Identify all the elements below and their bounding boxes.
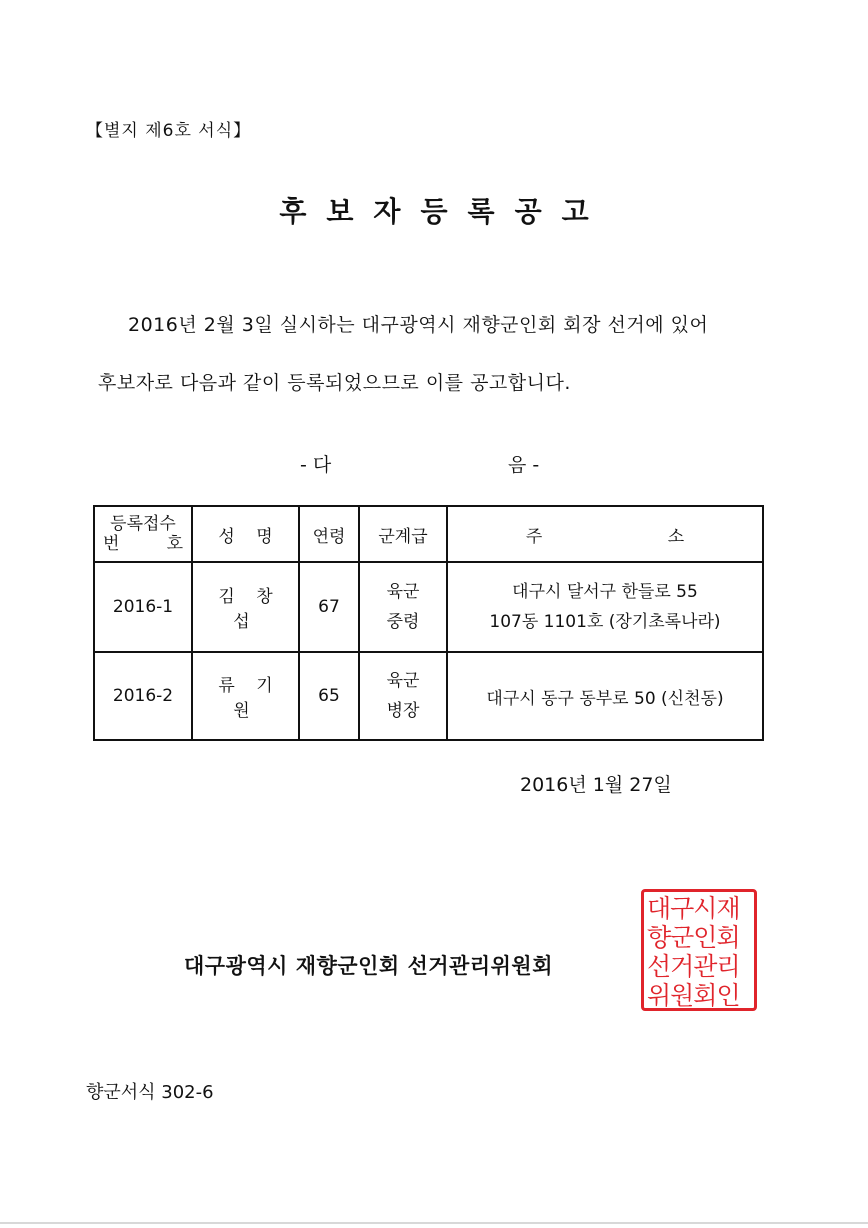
header-age: 연령 <box>299 506 359 562</box>
header-name: 성 명 <box>192 506 299 562</box>
cell-address <box>447 562 763 652</box>
header-registration-no-line1: 등록접수 <box>110 514 176 534</box>
cell-rank-line2: 중령 <box>386 612 420 632</box>
cell-registration-no: 2016-1 <box>94 562 192 652</box>
header-registration-no-line2: 번 호 <box>103 534 183 554</box>
notice-paragraph-line1: 2016년 2월 3일 실시하는 대구광역시 재향군인회 회장 선거에 있어 <box>128 314 709 336</box>
cell-rank-line1: 육군 <box>386 671 420 691</box>
cell-address-line2: 107동 1101호 (장기초록나라) <box>489 612 721 632</box>
notice-paragraph-line2: 후보자로 다음과 같이 등록되었으므로 이를 공고합니다. <box>98 372 571 394</box>
table-row <box>94 652 763 740</box>
cell-rank-line2: 병장 <box>386 701 420 721</box>
scan-edge-divider <box>0 1222 868 1224</box>
notice-mark-right: 음 - <box>508 454 540 476</box>
cell-address-line1: 대구시 달서구 한들로 55 <box>512 582 698 602</box>
candidate-table <box>93 505 764 741</box>
cell-name: 류 기 원 <box>192 652 299 740</box>
form-number: 향군서식 302-6 <box>86 1082 214 1103</box>
cell-age: 65 <box>299 652 359 740</box>
table-header-row <box>94 506 763 562</box>
seal-text-line4: 위원회인 <box>647 981 740 1010</box>
cell-rank-line1: 육군 <box>386 582 420 602</box>
committee-name: 대구광역시 재향군인회 선거관리위원회 <box>184 954 553 978</box>
notice-date: 2016년 1월 27일 <box>520 774 672 796</box>
cell-name: 김 창 섭 <box>192 562 299 652</box>
form-label: 【별지 제6호 서식】 <box>86 121 252 141</box>
cell-rank <box>359 562 447 652</box>
cell-registration-no: 2016-2 <box>94 652 192 740</box>
header-registration-no <box>94 506 192 562</box>
header-rank: 군계급 <box>359 506 447 562</box>
page-title: 후보자등록공고 <box>279 195 609 228</box>
seal-text-line3: 선거관리 <box>647 952 740 981</box>
table-row <box>94 562 763 652</box>
notice-mark-left: - 다 <box>300 454 332 476</box>
seal-text-line1: 대구시재 <box>647 894 740 923</box>
header-address: 주 소 <box>447 506 763 562</box>
cell-address: 대구시 동구 동부로 50 (신천동) <box>447 652 763 740</box>
seal-text-line2: 향군인회 <box>647 923 740 952</box>
official-seal <box>641 889 757 1011</box>
cell-rank <box>359 652 447 740</box>
cell-age: 67 <box>299 562 359 652</box>
